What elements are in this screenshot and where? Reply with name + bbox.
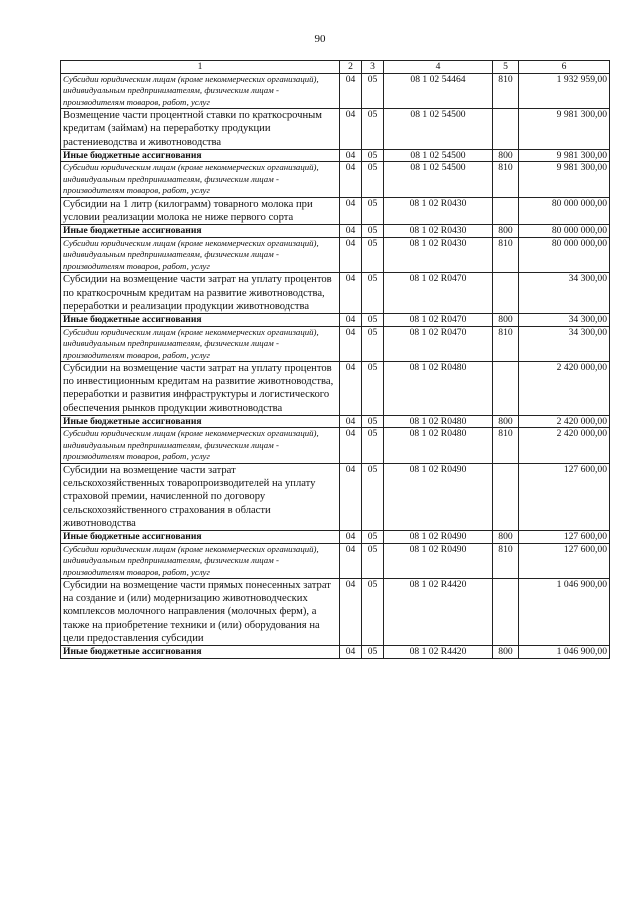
expense-type-code: 810 (493, 326, 519, 362)
target-article-code: 08 1 02 R0490 (384, 543, 493, 579)
amount: 1 932 959,00 (519, 73, 610, 109)
amount: 80 000 000,00 (519, 197, 610, 224)
expense-type-code (493, 273, 519, 314)
target-article-code: 08 1 02 R0480 (384, 428, 493, 464)
target-article-code: 08 1 02 R0430 (384, 197, 493, 224)
section-code: 04 (340, 543, 362, 579)
subsection-code: 05 (362, 313, 384, 326)
expense-type-code: 800 (493, 415, 519, 428)
table-row (61, 543, 610, 579)
item-name: Субсидии юридическим лицам (кроме некоммерческих организаций), индивидуальным предпринимателям, физическим лицам - производителям товаров, работ, услуг (61, 73, 340, 109)
table-row (61, 428, 610, 464)
expense-type-code: 810 (493, 237, 519, 273)
subsection-code: 05 (362, 463, 384, 530)
amount: 34 300,00 (519, 313, 610, 326)
target-article-code: 08 1 02 R4420 (384, 646, 493, 659)
subsection-code: 05 (362, 237, 384, 273)
amount: 2 420 000,00 (519, 415, 610, 428)
amount: 127 600,00 (519, 463, 610, 530)
subsection-code: 05 (362, 543, 384, 579)
table-row (61, 362, 610, 416)
item-name: Возмещение части процентной ставки по краткосрочным кредитам (займам) на переработку продукции растениеводства и животноводства (61, 109, 340, 150)
table-row (61, 273, 610, 314)
item-name: Иные бюджетные ассигнования (61, 149, 340, 162)
subsection-code: 05 (362, 428, 384, 464)
table-row (61, 530, 610, 543)
amount: 1 046 900,00 (519, 646, 610, 659)
subsection-code: 05 (362, 109, 384, 150)
expense-type-code (493, 463, 519, 530)
subsection-code: 05 (362, 530, 384, 543)
target-article-code: 08 1 02 54500 (384, 149, 493, 162)
item-name: Иные бюджетные ассигнования (61, 225, 340, 238)
table-row (61, 579, 610, 646)
subsection-code: 05 (362, 73, 384, 109)
section-code: 04 (340, 162, 362, 198)
item-name: Субсидии на возмещение части затрат сельскохозяйственных товаропроизводителей на уплату страховой премии, начисленной по договору сельскохозяйственного страхования в области животноводства (61, 463, 340, 530)
subsection-code: 05 (362, 579, 384, 646)
section-code: 04 (340, 109, 362, 150)
item-name: Субсидии на возмещение части прямых понесенных затрат на создание и (или) модернизацию животноводческих комплексов молочного направления (молочных ферм), а также на приобретение техники и (или) оборудования на цели предоставления субсидии (61, 579, 340, 646)
item-name: Субсидии юридическим лицам (кроме некоммерческих организаций), индивидуальным предпринимателям, физическим лицам - производителям товаров, работ, услуг (61, 543, 340, 579)
amount: 80 000 000,00 (519, 225, 610, 238)
table-row (61, 313, 610, 326)
item-name: Иные бюджетные ассигнования (61, 646, 340, 659)
section-code: 04 (340, 149, 362, 162)
table-row (61, 415, 610, 428)
header-cell: 6 (519, 61, 610, 74)
target-article-code: 08 1 02 R0430 (384, 237, 493, 273)
amount: 9 981 300,00 (519, 109, 610, 150)
subsection-code: 05 (362, 362, 384, 416)
subsection-code: 05 (362, 149, 384, 162)
table-row (61, 463, 610, 530)
section-code: 04 (340, 313, 362, 326)
expense-type-code: 810 (493, 162, 519, 198)
item-name: Субсидии юридическим лицам (кроме некоммерческих организаций), индивидуальным предпринимателям, физическим лицам - производителям товаров, работ, услуг (61, 162, 340, 198)
section-code: 04 (340, 273, 362, 314)
subsection-code: 05 (362, 225, 384, 238)
amount: 2 420 000,00 (519, 428, 610, 464)
target-article-code: 08 1 02 54500 (384, 162, 493, 198)
table-row (61, 109, 610, 150)
amount: 127 600,00 (519, 530, 610, 543)
table-row (61, 197, 610, 224)
subsection-code: 05 (362, 646, 384, 659)
header-cell: 3 (362, 61, 384, 74)
budget-table-body (61, 61, 610, 659)
section-code: 04 (340, 197, 362, 224)
table-row (61, 162, 610, 198)
target-article-code: 08 1 02 R0470 (384, 326, 493, 362)
amount: 34 300,00 (519, 326, 610, 362)
amount: 2 420 000,00 (519, 362, 610, 416)
amount: 9 981 300,00 (519, 162, 610, 198)
budget-table (60, 60, 610, 659)
target-article-code: 08 1 02 54500 (384, 109, 493, 150)
expense-type-code (493, 109, 519, 150)
target-article-code: 08 1 02 R0430 (384, 225, 493, 238)
expense-type-code: 800 (493, 646, 519, 659)
item-name: Субсидии юридическим лицам (кроме некоммерческих организаций), индивидуальным предпринимателям, физическим лицам - производителям товаров, работ, услуг (61, 326, 340, 362)
section-code: 04 (340, 415, 362, 428)
subsection-code: 05 (362, 326, 384, 362)
subsection-code: 05 (362, 197, 384, 224)
target-article-code: 08 1 02 54464 (384, 73, 493, 109)
table-row (61, 73, 610, 109)
page-number: 90 (314, 33, 326, 45)
subsection-code: 05 (362, 273, 384, 314)
section-code: 04 (340, 326, 362, 362)
table-row (61, 237, 610, 273)
expense-type-code: 810 (493, 428, 519, 464)
table-row (61, 225, 610, 238)
target-article-code: 08 1 02 R0470 (384, 273, 493, 314)
section-code: 04 (340, 225, 362, 238)
target-article-code: 08 1 02 R0480 (384, 362, 493, 416)
expense-type-code: 800 (493, 225, 519, 238)
section-code: 04 (340, 579, 362, 646)
target-article-code: 08 1 02 R0470 (384, 313, 493, 326)
expense-type-code (493, 197, 519, 224)
item-name: Иные бюджетные ассигнования (61, 530, 340, 543)
item-name: Субсидии на возмещение части затрат на уплату процентов по инвестиционным кредитам на развитие животноводства, переработки и развития инфраструктуры и логистического обеспечения рынков продукции животноводства (61, 362, 340, 416)
item-name: Иные бюджетные ассигнования (61, 415, 340, 428)
header-cell: 4 (384, 61, 493, 74)
header-cell: 1 (61, 61, 340, 74)
target-article-code: 08 1 02 R4420 (384, 579, 493, 646)
section-code: 04 (340, 646, 362, 659)
table-row (61, 646, 610, 659)
expense-type-code (493, 362, 519, 416)
target-article-code: 08 1 02 R0490 (384, 463, 493, 530)
section-code: 04 (340, 428, 362, 464)
item-name: Иные бюджетные ассигнования (61, 313, 340, 326)
expense-type-code: 810 (493, 73, 519, 109)
item-name: Субсидии юридическим лицам (кроме некоммерческих организаций), индивидуальным предпринимателям, физическим лицам - производителям товаров, работ, услуг (61, 237, 340, 273)
amount: 9 981 300,00 (519, 149, 610, 162)
expense-type-code: 810 (493, 543, 519, 579)
expense-type-code (493, 579, 519, 646)
section-code: 04 (340, 530, 362, 543)
expense-type-code: 800 (493, 530, 519, 543)
section-code: 04 (340, 73, 362, 109)
item-name: Субсидии на 1 литр (килограмм) товарного молока при условии реализации молока не ниже первого сорта (61, 197, 340, 224)
section-code: 04 (340, 362, 362, 416)
expense-type-code: 800 (493, 149, 519, 162)
expense-type-code: 800 (493, 313, 519, 326)
amount: 34 300,00 (519, 273, 610, 314)
amount: 127 600,00 (519, 543, 610, 579)
table-row (61, 149, 610, 162)
amount: 80 000 000,00 (519, 237, 610, 273)
header-cell: 2 (340, 61, 362, 74)
section-code: 04 (340, 237, 362, 273)
item-name: Субсидии на возмещение части затрат на уплату процентов по краткосрочным кредитам на развитие животноводства, переработки и реализации продукции животноводства (61, 273, 340, 314)
amount: 1 046 900,00 (519, 579, 610, 646)
header-row (61, 61, 610, 74)
table-row (61, 326, 610, 362)
item-name: Субсидии юридическим лицам (кроме некоммерческих организаций), индивидуальным предпринимателям, физическим лицам - производителям товаров, работ, услуг (61, 428, 340, 464)
target-article-code: 08 1 02 R0490 (384, 530, 493, 543)
subsection-code: 05 (362, 162, 384, 198)
header-cell: 5 (493, 61, 519, 74)
target-article-code: 08 1 02 R0480 (384, 415, 493, 428)
section-code: 04 (340, 463, 362, 530)
subsection-code: 05 (362, 415, 384, 428)
